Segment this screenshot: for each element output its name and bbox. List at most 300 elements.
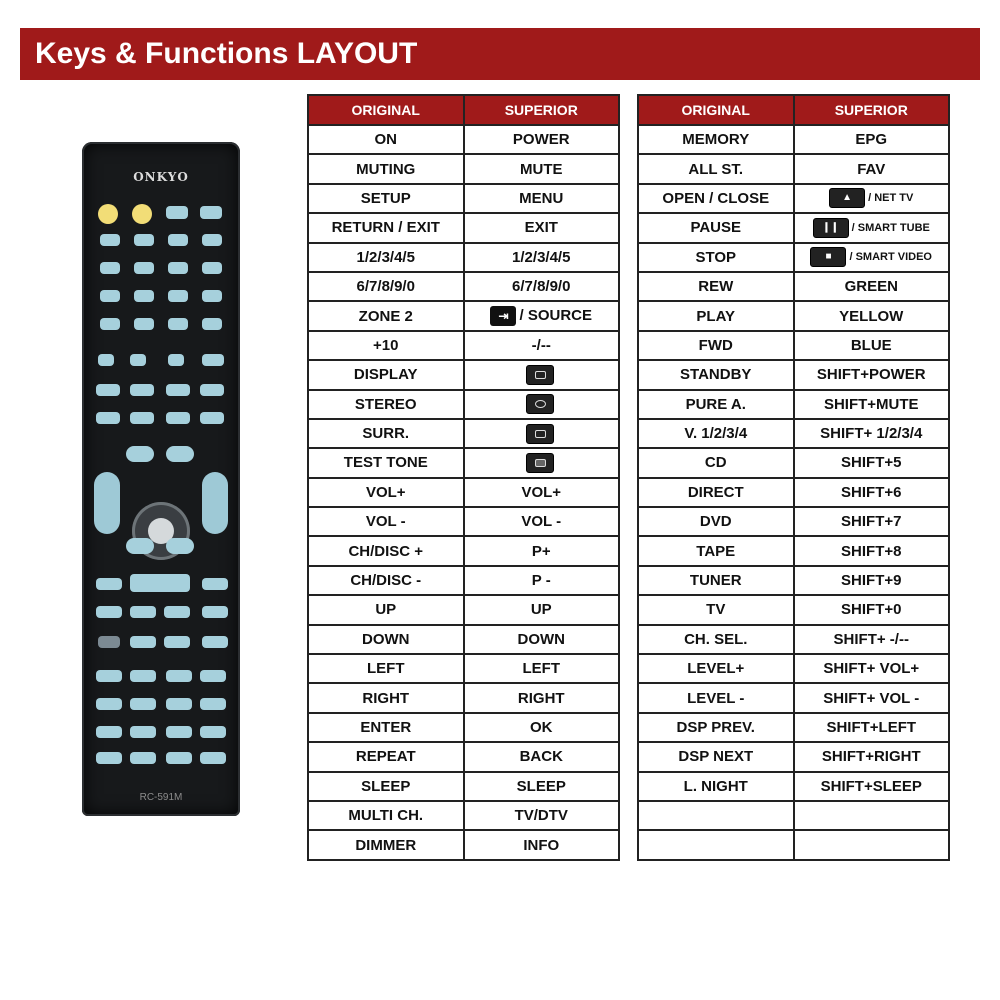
original-key-cell xyxy=(638,536,794,565)
cell-text: MULTI CH. xyxy=(348,807,424,825)
table-row xyxy=(638,595,949,624)
remote-key xyxy=(200,726,226,738)
original-key-cell xyxy=(638,419,794,448)
table-row xyxy=(638,625,949,654)
remote-key xyxy=(202,606,228,618)
remote-key xyxy=(168,354,184,366)
remote-key xyxy=(126,538,154,554)
remote-key xyxy=(98,636,120,648)
superior-key-cell xyxy=(464,478,620,507)
superior-key-cell xyxy=(464,184,620,213)
table-header-row xyxy=(638,95,949,125)
cell-text: / SOURCE xyxy=(519,307,592,324)
on-button-graphic xyxy=(98,204,118,224)
original-key-cell xyxy=(308,478,464,507)
superior-key-cell xyxy=(464,625,620,654)
superior-key-cell xyxy=(794,625,950,654)
cell-text: 1/2/3/4/5 xyxy=(512,248,571,266)
test-tone-key-icon xyxy=(526,453,554,473)
cell-text: RETURN / EXIT xyxy=(331,219,440,237)
superior-key-cell xyxy=(464,390,620,419)
remote-key xyxy=(130,670,156,682)
superior-key-cell xyxy=(794,213,950,242)
cell-text: STEREO xyxy=(354,395,417,413)
remote-key xyxy=(134,234,154,246)
superior-key-cell xyxy=(794,536,950,565)
superior-key-cell xyxy=(464,742,620,771)
cell-text: LEFT xyxy=(522,660,560,678)
original-key-cell xyxy=(308,390,464,419)
table-row xyxy=(308,448,619,477)
table-row xyxy=(308,478,619,507)
superior-key-cell xyxy=(464,154,620,183)
cell-text: SHIFT+7 xyxy=(841,513,902,531)
table-row xyxy=(308,595,619,624)
table-row xyxy=(638,683,949,712)
key-mapping-table-right xyxy=(637,94,950,861)
key-mapping-table-left xyxy=(307,94,620,861)
superior-key-cell xyxy=(464,360,620,389)
cell-text: INFO xyxy=(523,836,560,854)
source-input-icon: ⇥ xyxy=(490,306,516,326)
cell-text: SHIFT+POWER xyxy=(816,366,926,384)
remote-key xyxy=(202,290,222,302)
cell-text: BACK xyxy=(519,748,563,766)
cell-text: +10 xyxy=(373,336,399,354)
original-key-cell xyxy=(638,448,794,477)
superior-key-cell xyxy=(464,272,620,301)
remote-key xyxy=(96,726,122,738)
remote-brand-label: ONKYO xyxy=(133,170,189,184)
table-row xyxy=(638,125,949,154)
table-row xyxy=(308,213,619,242)
cell-text: CH/DISC + xyxy=(348,542,424,560)
cell-text: P - xyxy=(531,572,551,590)
cell-text: DSP PREV. xyxy=(676,719,755,736)
table-row xyxy=(638,536,949,565)
table-row xyxy=(308,507,619,536)
superior-key-cell xyxy=(794,272,950,301)
column-header-original: ORIGINAL xyxy=(638,95,794,125)
table-row xyxy=(308,419,619,448)
column-header-original: ORIGINAL xyxy=(308,95,464,125)
table-row xyxy=(308,390,619,419)
superior-key-cell xyxy=(794,772,950,801)
original-key-cell xyxy=(638,595,794,624)
superior-key-cell xyxy=(794,742,950,771)
cell-text: LEVEL+ xyxy=(687,660,745,678)
table-row xyxy=(638,566,949,595)
remote-key xyxy=(130,726,156,738)
table-row xyxy=(638,654,949,683)
table-row xyxy=(638,301,949,330)
cell-text: SHIFT+ -/-- xyxy=(833,630,909,648)
cell-text: BLUE xyxy=(850,336,892,354)
remote-key xyxy=(202,354,224,366)
column-header-superior: SUPERIOR xyxy=(464,95,620,125)
cell-text: DIRECT xyxy=(687,483,744,501)
superior-key-cell xyxy=(464,683,620,712)
cell-text: TV/DTV xyxy=(514,807,568,825)
remote-key xyxy=(168,318,188,330)
table-row xyxy=(638,478,949,507)
cell-text: MEMORY xyxy=(682,131,750,149)
table-row xyxy=(308,566,619,595)
original-key-cell xyxy=(638,184,794,213)
table-row xyxy=(308,654,619,683)
table-row xyxy=(308,536,619,565)
superior-key-cell xyxy=(794,419,950,448)
remote-key xyxy=(130,752,156,764)
remote-key xyxy=(168,262,188,274)
remote-key xyxy=(130,606,156,618)
superior-key-cell xyxy=(464,713,620,742)
remote-key xyxy=(130,354,146,366)
remote-key xyxy=(134,262,154,274)
remote-key xyxy=(200,670,226,682)
cell-text: DSP NEXT xyxy=(678,748,754,766)
cell-text: STOP xyxy=(695,248,737,266)
cell-text: ALL ST. xyxy=(688,160,744,178)
remote-key xyxy=(100,318,120,330)
remote-key xyxy=(202,636,228,648)
table-row xyxy=(308,830,619,859)
table-row xyxy=(308,772,619,801)
table-row xyxy=(308,713,619,742)
remote-key xyxy=(126,446,154,462)
original-key-cell xyxy=(638,742,794,771)
remote-key xyxy=(130,698,156,710)
original-key-cell xyxy=(638,772,794,801)
cell-text: REW xyxy=(698,278,734,296)
original-key-cell xyxy=(308,536,464,565)
cell-text: VOL - xyxy=(365,513,406,531)
cell-text: DOWN xyxy=(362,630,410,648)
remote-key xyxy=(130,636,156,648)
original-key-cell xyxy=(308,154,464,183)
cell-text: SURR. xyxy=(362,425,410,443)
cell-text: VOL - xyxy=(521,513,562,531)
cell-text: DOWN xyxy=(517,630,565,648)
original-key-cell xyxy=(638,801,794,830)
cell-text: SHIFT+6 xyxy=(841,483,902,501)
remote-key xyxy=(166,670,192,682)
superior-key-cell xyxy=(464,125,620,154)
cell-text: SLEEP xyxy=(516,777,566,795)
table-row xyxy=(638,272,949,301)
original-key-cell xyxy=(638,154,794,183)
cell-text: LEVEL - xyxy=(687,689,745,707)
table-row xyxy=(308,243,619,272)
cell-text: SHIFT+9 xyxy=(841,572,902,590)
table-row xyxy=(308,801,619,830)
remote-key xyxy=(96,752,122,764)
cell-text: 6/7/8/9/0 xyxy=(356,278,415,296)
remote-key xyxy=(134,290,154,302)
page-title: Keys & Functions LAYOUT xyxy=(20,28,980,80)
cell-text: SHIFT+MUTE xyxy=(823,395,919,413)
superior-key-cell xyxy=(794,331,950,360)
table-row xyxy=(638,331,949,360)
tv-power-key-graphic xyxy=(166,206,188,219)
remote-key xyxy=(96,412,120,424)
superior-key-cell xyxy=(464,419,620,448)
superior-key-cell xyxy=(464,654,620,683)
table-row xyxy=(638,713,949,742)
table-row xyxy=(638,390,949,419)
original-key-cell xyxy=(308,243,464,272)
table-row xyxy=(638,184,949,213)
superior-key-cell xyxy=(464,536,620,565)
original-key-cell xyxy=(638,301,794,330)
original-key-cell xyxy=(638,713,794,742)
table-row xyxy=(638,213,949,242)
original-key-cell xyxy=(638,125,794,154)
remote-key xyxy=(130,384,154,396)
original-key-cell xyxy=(308,331,464,360)
cell-text: SHIFT+8 xyxy=(841,542,902,560)
original-key-cell xyxy=(638,390,794,419)
volume-rocker-graphic xyxy=(202,472,228,534)
superior-key-cell xyxy=(464,243,620,272)
cell-text: P+ xyxy=(531,542,551,560)
remote-key xyxy=(164,636,190,648)
channel-rocker-graphic xyxy=(94,472,120,534)
remote-key xyxy=(96,698,122,710)
cell-text: CH. SEL. xyxy=(684,630,748,648)
remote-control-image xyxy=(82,142,240,816)
superior-key-cell xyxy=(464,566,620,595)
surround-key-icon xyxy=(526,424,554,444)
original-key-cell xyxy=(638,478,794,507)
table-row xyxy=(308,360,619,389)
superior-key-cell xyxy=(794,566,950,595)
cell-text: SHIFT+LEFT xyxy=(826,719,917,736)
superior-key-cell xyxy=(464,331,620,360)
remote-key xyxy=(100,234,120,246)
superior-key-cell xyxy=(794,683,950,712)
remote-key xyxy=(96,384,120,396)
play-key-graphic xyxy=(130,574,190,592)
cell-text: FWD xyxy=(698,336,733,354)
cell-text: SHIFT+SLEEP xyxy=(820,777,922,795)
table-row xyxy=(638,772,949,801)
table-row xyxy=(638,801,949,830)
remote-key xyxy=(166,384,190,396)
table-row xyxy=(638,448,949,477)
cell-text: TUNER xyxy=(689,572,742,590)
superior-key-cell xyxy=(464,595,620,624)
cell-text: EXIT xyxy=(524,219,558,237)
table-row xyxy=(308,331,619,360)
superior-key-cell xyxy=(794,595,950,624)
remote-key xyxy=(166,726,192,738)
cell-text: SHIFT+RIGHT xyxy=(821,748,921,766)
cell-text: OPEN / CLOSE xyxy=(662,189,770,207)
table-row xyxy=(308,742,619,771)
cell-text: PAUSE xyxy=(690,219,742,237)
original-key-cell xyxy=(638,683,794,712)
remote-key xyxy=(166,412,190,424)
original-key-cell xyxy=(308,125,464,154)
column-header-superior: SUPERIOR xyxy=(794,95,950,125)
superior-key-cell xyxy=(794,801,950,830)
cell-text: SHIFT+ VOL - xyxy=(823,689,920,707)
remote-key xyxy=(202,262,222,274)
cell-text: DISPLAY xyxy=(353,366,418,384)
original-key-cell xyxy=(638,213,794,242)
table-body xyxy=(638,125,949,860)
cell-text: V. 1/2/3/4 xyxy=(684,425,748,443)
remote-key xyxy=(168,234,188,246)
superior-key-cell xyxy=(464,301,620,330)
superior-key-cell xyxy=(794,390,950,419)
table-row xyxy=(308,625,619,654)
remote-key xyxy=(166,698,192,710)
superior-key-cell xyxy=(794,125,950,154)
cell-text: CD xyxy=(704,454,727,472)
remote-key xyxy=(100,262,120,274)
table-row xyxy=(638,419,949,448)
cell-text: OK xyxy=(530,719,553,736)
remote-key xyxy=(164,606,190,618)
cell-text: MUTE xyxy=(520,160,563,178)
cell-text: -/-- xyxy=(531,336,551,354)
table-header-row xyxy=(308,95,619,125)
original-key-cell xyxy=(308,301,464,330)
table-row xyxy=(308,154,619,183)
table-row xyxy=(308,125,619,154)
cell-text: CH/DISC - xyxy=(350,572,422,590)
table-row xyxy=(638,507,949,536)
remote-key xyxy=(200,384,224,396)
cell-text: MENU xyxy=(519,189,564,207)
original-key-cell xyxy=(308,772,464,801)
pause-key-icon: ❙❙ xyxy=(813,218,849,238)
cell-text: 1/2/3/4/5 xyxy=(356,248,415,266)
cell-text: RIGHT xyxy=(517,689,565,707)
cell-text: UP xyxy=(375,601,397,619)
remote-key xyxy=(96,578,122,590)
cell-text: / SMART TUBE xyxy=(851,221,930,234)
original-key-cell xyxy=(308,742,464,771)
remote-key xyxy=(202,578,228,590)
remote-key xyxy=(98,354,114,366)
cell-text: TEST TONE xyxy=(343,454,428,472)
cell-text: TV xyxy=(706,601,726,619)
superior-key-cell xyxy=(794,507,950,536)
cell-text: RIGHT xyxy=(362,689,410,707)
cell-text: STANDBY xyxy=(680,366,752,384)
cell-text: SHIFT+ 1/2/3/4 xyxy=(820,425,923,443)
cell-text: SHIFT+0 xyxy=(841,601,902,619)
cell-text: POWER xyxy=(512,131,570,149)
superior-key-cell xyxy=(464,213,620,242)
table-row xyxy=(638,830,949,859)
display-key-icon xyxy=(526,365,554,385)
original-key-cell xyxy=(308,419,464,448)
original-key-cell xyxy=(308,713,464,742)
superior-key-cell xyxy=(794,243,950,272)
remote-key xyxy=(96,670,122,682)
cell-text: L. NIGHT xyxy=(683,777,748,795)
remote-key xyxy=(96,606,122,618)
remote-key xyxy=(168,290,188,302)
cell-text: VOL+ xyxy=(521,483,562,501)
superior-key-cell xyxy=(794,654,950,683)
table-row xyxy=(308,301,619,330)
cell-text: DVD xyxy=(699,513,732,531)
table-row xyxy=(638,243,949,272)
original-key-cell xyxy=(308,830,464,859)
cell-text: SHIFT+ VOL+ xyxy=(823,660,920,678)
original-key-cell xyxy=(308,448,464,477)
superior-key-cell xyxy=(794,448,950,477)
remote-model-label: RC-591M xyxy=(139,792,183,803)
original-key-cell xyxy=(308,184,464,213)
cell-text: YELLOW xyxy=(839,307,904,325)
original-key-cell xyxy=(638,243,794,272)
cell-text: REPEAT xyxy=(355,748,416,766)
remote-key xyxy=(202,318,222,330)
superior-key-cell xyxy=(464,801,620,830)
superior-key-cell xyxy=(794,830,950,859)
original-key-cell xyxy=(308,654,464,683)
superior-key-cell xyxy=(464,772,620,801)
original-key-cell xyxy=(308,801,464,830)
cell-text: FAV xyxy=(857,160,886,178)
superior-key-cell xyxy=(464,830,620,859)
original-key-cell xyxy=(308,507,464,536)
table-row xyxy=(308,683,619,712)
cell-text: LEFT xyxy=(367,660,405,678)
remote-key xyxy=(200,752,226,764)
stereo-key-icon xyxy=(526,394,554,414)
original-key-cell xyxy=(638,830,794,859)
cell-text: GREEN xyxy=(844,278,898,296)
cell-text: ENTER xyxy=(360,719,412,736)
eject-key-icon: ▲ xyxy=(829,188,865,208)
remote-key xyxy=(130,412,154,424)
cell-text: PLAY xyxy=(696,307,736,325)
original-key-cell xyxy=(308,272,464,301)
superior-key-cell xyxy=(794,360,950,389)
cell-text: DIMMER xyxy=(355,836,417,854)
stop-key-icon: ■ xyxy=(810,247,846,267)
cell-text: / NET TV xyxy=(868,192,914,205)
original-key-cell xyxy=(308,360,464,389)
table-row xyxy=(638,154,949,183)
cell-text: ZONE 2 xyxy=(358,307,413,325)
cell-text: PURE A. xyxy=(685,395,746,413)
table-row xyxy=(308,184,619,213)
remote-key xyxy=(202,234,222,246)
original-key-cell xyxy=(638,654,794,683)
superior-key-cell xyxy=(464,507,620,536)
remote-key xyxy=(200,698,226,710)
tv-input-key-graphic xyxy=(200,206,222,219)
cell-text: SLEEP xyxy=(361,777,411,795)
original-key-cell xyxy=(638,272,794,301)
superior-key-cell xyxy=(464,448,620,477)
cell-text: TAPE xyxy=(696,542,736,560)
cell-text: EPG xyxy=(855,131,888,149)
table-row xyxy=(308,272,619,301)
superior-key-cell xyxy=(794,301,950,330)
original-key-cell xyxy=(308,213,464,242)
remote-key xyxy=(166,752,192,764)
original-key-cell xyxy=(638,625,794,654)
